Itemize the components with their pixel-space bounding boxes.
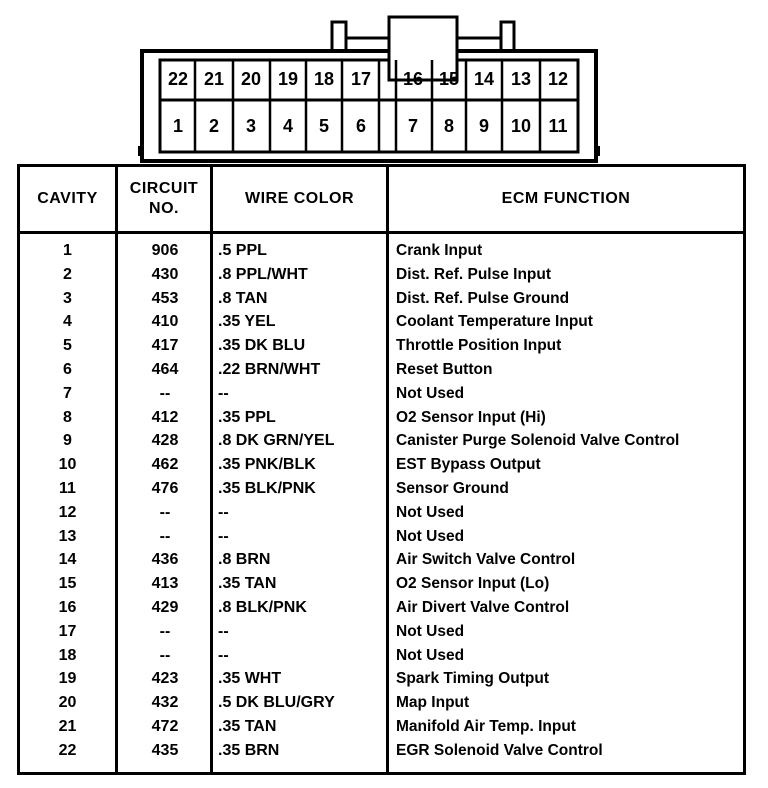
pin-6-label: 6 xyxy=(355,116,366,136)
circuit-cell: 432 xyxy=(151,694,179,712)
pin-1-label: 1 xyxy=(172,116,183,136)
ecm-function-cell: Air Switch Valve Control xyxy=(396,551,576,569)
wire-color-cell: .35 BRN xyxy=(218,741,280,759)
wire-color-cell: .35 TAN xyxy=(218,575,277,593)
cavity-cell: 18 xyxy=(58,646,77,664)
pin-22-label: 22 xyxy=(167,69,189,89)
table-row xyxy=(20,644,743,668)
circuit-cell: -- xyxy=(159,527,171,545)
circuit-cell: 423 xyxy=(151,670,179,688)
pinout-table xyxy=(17,164,746,775)
ecm-function-cell: Sensor Ground xyxy=(396,479,509,497)
pin-17-label: 17 xyxy=(350,69,372,89)
wire-color-cell: .35 YEL xyxy=(218,313,276,331)
circuit-cell: 435 xyxy=(151,741,179,759)
header-divider xyxy=(20,231,743,234)
table-body xyxy=(20,239,743,763)
ecm-function-cell: EGR Solenoid Valve Control xyxy=(396,741,603,759)
wire-color-cell: .5 DK BLU/GRY xyxy=(218,694,335,712)
wire-color-cell: .35 WHT xyxy=(218,670,282,688)
table-row xyxy=(20,239,743,263)
ecm-function-cell: Throttle Position Input xyxy=(396,337,562,355)
circuit-cell: 476 xyxy=(151,479,179,497)
circuit-cell: 464 xyxy=(151,360,179,378)
header-cavity: CAVITY xyxy=(37,190,98,207)
ecm-function-cell: EST Bypass Output xyxy=(396,456,541,474)
wire-color-cell: -- xyxy=(218,646,229,664)
ecm-function-cell: Air Divert Valve Control xyxy=(396,598,570,616)
circuit-cell: -- xyxy=(159,384,171,402)
cavity-cell: 2 xyxy=(63,265,72,283)
table-row xyxy=(20,310,743,334)
circuit-cell: 429 xyxy=(151,598,179,616)
wire-color-cell: .35 TAN xyxy=(218,717,277,735)
circuit-cell: 417 xyxy=(151,337,179,355)
wire-color-cell: .35 PPL xyxy=(218,408,276,426)
cavity-cell: 21 xyxy=(58,717,77,735)
ecm-function-cell: Map Input xyxy=(396,694,470,712)
circuit-cell: -- xyxy=(159,646,171,664)
pin-7-label: 7 xyxy=(407,116,418,136)
cavity-cell: 8 xyxy=(63,408,72,426)
cavity-cell: 22 xyxy=(58,741,77,759)
header-wire-color: WIRE COLOR xyxy=(245,190,354,207)
ecm-function-cell: O2 Sensor Input (Lo) xyxy=(396,575,550,593)
table-row xyxy=(20,382,743,406)
ecm-function-cell: Not Used xyxy=(396,622,465,640)
cavity-cell: 16 xyxy=(58,598,77,616)
circuit-cell: 430 xyxy=(151,265,179,283)
cavity-cell: 5 xyxy=(63,337,72,355)
ecm-function-cell: Not Used xyxy=(396,646,465,664)
pin-4-label: 4 xyxy=(282,116,293,136)
table-row xyxy=(20,501,743,525)
ecm-function-cell: Not Used xyxy=(396,384,465,402)
wire-color-cell: .35 DK BLU xyxy=(218,337,306,355)
cavity-cell: 7 xyxy=(63,384,72,402)
table-row xyxy=(20,548,743,572)
pin-8-label: 8 xyxy=(443,116,454,136)
pin-12-label: 12 xyxy=(547,69,569,89)
wire-color-cell: .35 PNK/BLK xyxy=(218,456,316,474)
wire-color-cell: .8 PPL/WHT xyxy=(218,265,308,283)
table-row xyxy=(20,667,743,691)
wire-color-cell: -- xyxy=(218,622,229,640)
pin-5-label: 5 xyxy=(318,116,329,136)
ecm-function-cell: Canister Purge Solenoid Valve Control xyxy=(396,432,680,450)
cavity-cell: 11 xyxy=(59,479,76,497)
ecm-function-cell: Manifold Air Temp. Input xyxy=(396,717,576,735)
pin-11-label: 11 xyxy=(548,116,568,136)
ecm-function-cell: O2 Sensor Input (Hi) xyxy=(396,408,546,426)
table-row xyxy=(20,572,743,596)
pin-13-label: 13 xyxy=(510,69,532,89)
ecm-function-cell: Dist. Ref. Pulse Ground xyxy=(396,289,570,307)
header-ecm-function: ECM FUNCTION xyxy=(501,190,631,207)
circuit-cell: 410 xyxy=(151,313,179,331)
wire-color-cell: .35 BLK/PNK xyxy=(218,479,316,497)
ecm-function-cell: Dist. Ref. Pulse Input xyxy=(396,265,552,283)
cavity-cell: 9 xyxy=(63,432,72,450)
wire-color-cell: -- xyxy=(218,503,229,521)
table-row xyxy=(20,358,743,382)
circuit-cell: 413 xyxy=(151,575,179,593)
cavity-cell: 1 xyxy=(63,242,72,259)
pin-21-label: 21 xyxy=(203,69,225,89)
circuit-cell: -- xyxy=(159,503,171,521)
wire-color-cell: -- xyxy=(218,527,229,545)
table-row xyxy=(20,287,743,311)
cavity-cell: 12 xyxy=(58,503,77,521)
pin-16-label: 16 xyxy=(402,69,424,89)
table-row xyxy=(20,691,743,715)
cavity-cell: 10 xyxy=(58,456,77,474)
pin-3-label: 3 xyxy=(245,116,256,136)
ecm-function-cell: Not Used xyxy=(396,503,465,521)
wire-color-cell: .5 PPL xyxy=(218,242,267,259)
circuit-cell: 472 xyxy=(151,717,179,735)
table-row xyxy=(20,263,743,287)
table-row xyxy=(20,525,743,549)
ecm-function-cell: Reset Button xyxy=(396,360,493,378)
table-row xyxy=(20,715,743,739)
ecm-function-cell: Crank Input xyxy=(396,242,483,259)
cavity-cell: 3 xyxy=(63,289,72,307)
cavity-cell: 13 xyxy=(58,527,77,545)
ecm-function-cell: Spark Timing Output xyxy=(396,670,549,688)
wire-color-cell: -- xyxy=(218,384,229,402)
cavity-cell: 6 xyxy=(63,360,72,378)
table-row xyxy=(20,429,743,453)
cavity-cell: 15 xyxy=(58,575,77,593)
ecm-function-cell: Coolant Temperature Input xyxy=(396,313,593,331)
pin-20-label: 20 xyxy=(240,69,262,89)
wire-color-cell: .8 DK GRN/YEL xyxy=(218,432,335,450)
cavity-cell: 4 xyxy=(63,313,72,331)
wire-color-cell: .22 BRN/WHT xyxy=(218,360,321,378)
circuit-cell: 436 xyxy=(151,551,179,569)
cavity-cell: 19 xyxy=(58,670,77,688)
pin-10-label: 10 xyxy=(510,116,532,136)
pin-9-label: 9 xyxy=(478,116,489,136)
header-circuit-no: CIRCUIT NO. xyxy=(129,180,199,217)
circuit-cell: 462 xyxy=(151,456,179,474)
pin-18-label: 18 xyxy=(313,69,335,89)
circuit-cell: 412 xyxy=(151,408,179,426)
connector-outline xyxy=(0,0,768,170)
circuit-cell: -- xyxy=(159,622,171,640)
circuit-cell: 428 xyxy=(151,432,179,450)
pin-2-label: 2 xyxy=(208,116,219,136)
table-row xyxy=(20,453,743,477)
table-row xyxy=(20,334,743,358)
cavity-cell: 17 xyxy=(58,622,77,640)
pin-19-label: 19 xyxy=(277,69,299,89)
circuit-cell: 906 xyxy=(151,242,179,259)
connector-diagram xyxy=(0,0,768,170)
pin-14-label: 14 xyxy=(473,69,495,89)
table-row xyxy=(20,406,743,430)
table-row xyxy=(20,477,743,501)
wire-color-cell: .8 BLK/PNK xyxy=(218,598,307,616)
pin-15-label: 15 xyxy=(438,69,460,89)
table-row xyxy=(20,739,743,763)
circuit-cell: 453 xyxy=(151,289,179,307)
table-row xyxy=(20,596,743,620)
cavity-cell: 14 xyxy=(58,551,77,569)
cavity-cell: 20 xyxy=(58,694,77,712)
table-row xyxy=(20,620,743,644)
wire-color-cell: .8 BRN xyxy=(218,551,271,569)
wire-color-cell: .8 TAN xyxy=(218,289,268,307)
ecm-function-cell: Not Used xyxy=(396,527,465,545)
